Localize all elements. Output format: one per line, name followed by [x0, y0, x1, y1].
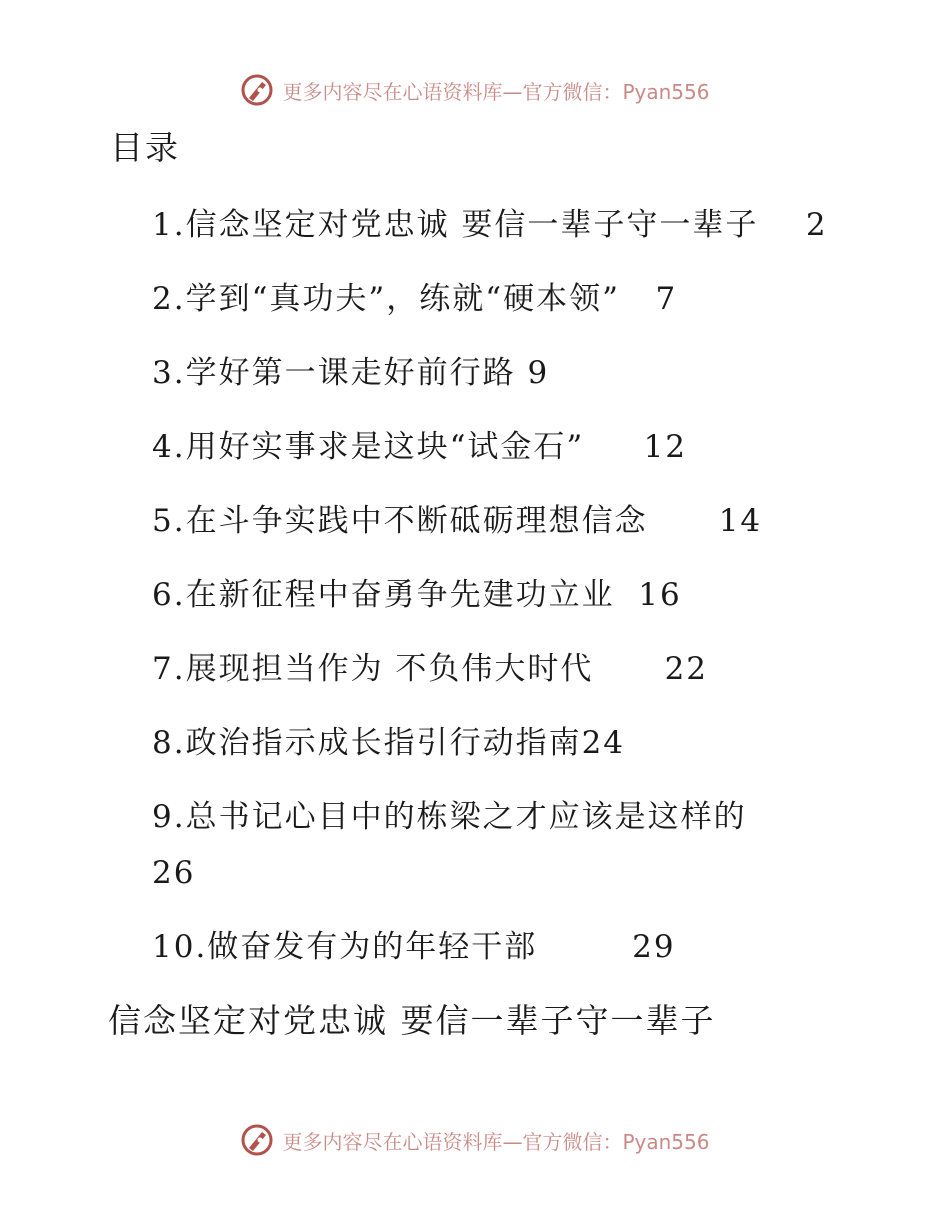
- toc-item-page: 9: [527, 355, 550, 391]
- toc-item-page: 7: [655, 281, 678, 317]
- toc-item-page: 12: [643, 429, 688, 465]
- toc-item-title: 6.在新征程中奋勇争先建功立业: [152, 577, 615, 613]
- toc-item[interactable]: [152, 410, 852, 484]
- toc-item-title: 5.在斗争实践中不断砥砺理想信念: [152, 503, 648, 539]
- toc-item-page: 2: [805, 207, 828, 243]
- toc-item[interactable]: [152, 188, 852, 262]
- toc-item[interactable]: [152, 706, 852, 780]
- pen-logo-icon: [240, 73, 274, 107]
- toc-item-page: 22: [664, 651, 709, 687]
- watermark-footer: [0, 1120, 950, 1160]
- toc-item[interactable]: [152, 910, 852, 984]
- toc-item-title: 9.总书记心目中的栋梁之才应该是这样的: [152, 799, 747, 835]
- toc-item-title: 7.展现担当作为 不负伟大时代: [152, 651, 594, 687]
- toc-item[interactable]: [152, 632, 852, 706]
- pen-logo-icon: [240, 1123, 274, 1157]
- toc-item[interactable]: [152, 780, 792, 910]
- toc-item-page: 26: [152, 855, 196, 891]
- watermark-text: 更多内容尽在心语资料库—官方微信：Pyan556: [282, 1129, 710, 1154]
- toc-item-title: 8.政治指示成长指引行动指南: [152, 725, 582, 761]
- section-title: 信念坚定对党忠诚 要信一辈子守一辈子: [108, 1001, 716, 1040]
- toc-item-title: 3.学好第一课走好前行路: [152, 355, 516, 391]
- watermark-text: 更多内容尽在心语资料库—官方微信：Pyan556: [282, 79, 710, 104]
- toc-item-page: 24: [581, 725, 626, 761]
- toc-item-title: 4.用好实事求是这块“试金石”: [152, 429, 585, 465]
- toc-item[interactable]: [152, 484, 852, 558]
- toc-item[interactable]: [152, 262, 852, 336]
- toc-item-title: 10.做奋发有为的年轻干部: [152, 929, 538, 965]
- toc-item[interactable]: [152, 336, 852, 410]
- toc-item-title: 1.信念坚定对党忠诚 要信一辈子守一辈子: [152, 207, 759, 243]
- toc-item-page: 29: [632, 929, 676, 965]
- toc-item-page: 16: [638, 577, 682, 613]
- toc-item[interactable]: [152, 558, 852, 632]
- watermark-header: [0, 70, 950, 110]
- toc-heading: 目录: [110, 128, 180, 167]
- table-of-contents: [152, 188, 852, 984]
- toc-item-title: 2.学到“真功夫”，练就“硬本领”: [152, 281, 620, 317]
- toc-item-page: 14: [718, 503, 763, 539]
